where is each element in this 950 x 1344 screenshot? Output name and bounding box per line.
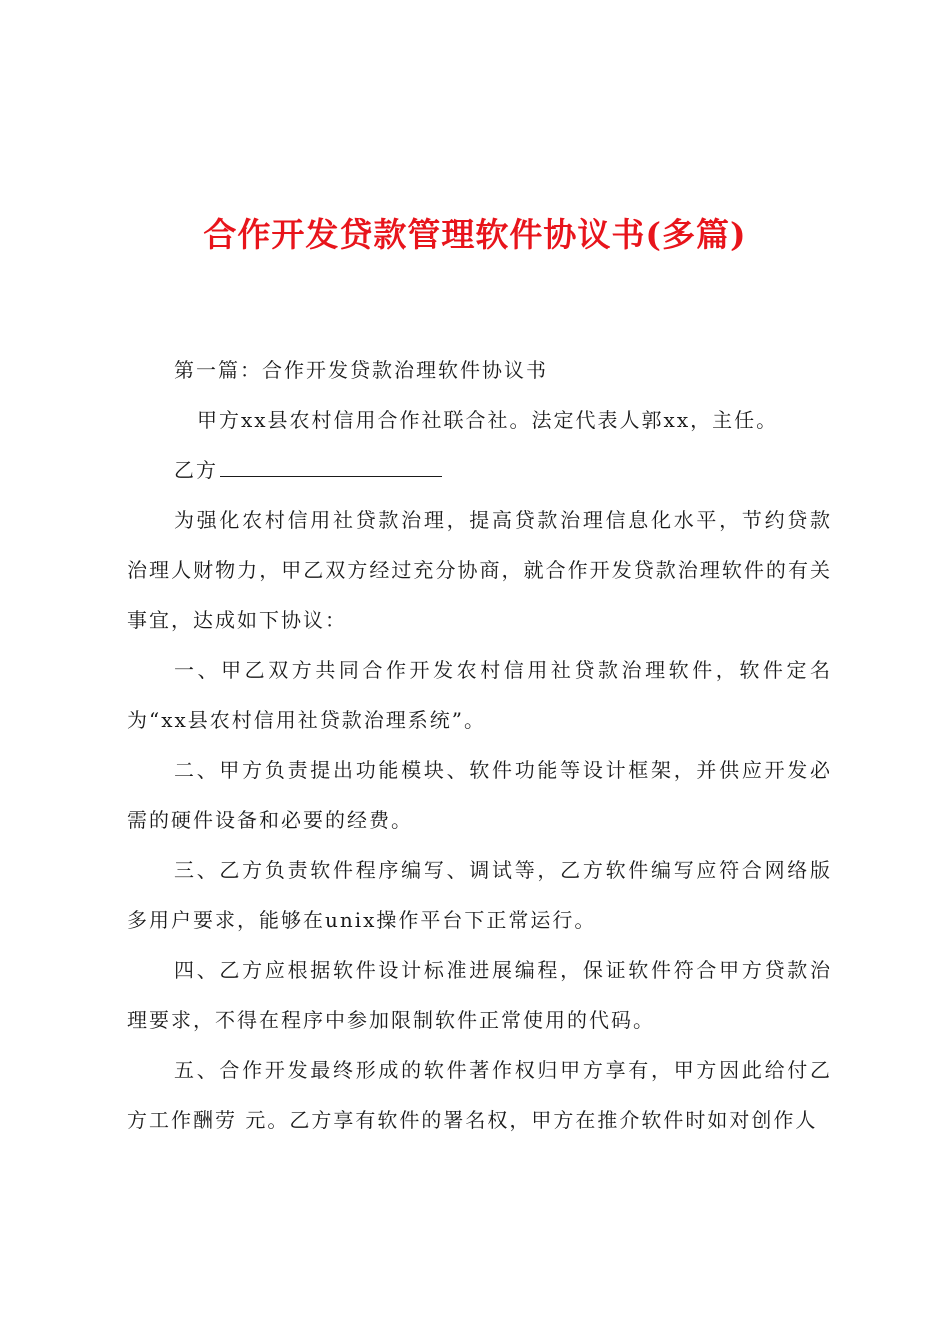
paragraph-intro: 为强化农村信用社贷款治理，提高贷款治理信息化水平，节约贷款治理人财物力，甲乙双方经过充分协商，就合作开发贷款治理软件的有关事宜，达成如下协议：	[127, 508, 832, 632]
party-a-line: 甲方xx县农村信用合作社联合社。法定代表人郭xx，主任。	[197, 408, 779, 432]
section-heading: 第一篇：合作开发贷款治理软件协议书	[174, 358, 548, 382]
party-b-label: 乙方	[174, 458, 218, 482]
party-b-line	[127, 445, 832, 495]
party-b-blank	[220, 458, 442, 477]
paragraph-clause-3: 三、乙方负责软件程序编写、调试等，乙方软件编写应符合网络版多用户要求，能够在unix操作平台下正常运行。	[127, 858, 832, 932]
paragraph-clause-2: 二、甲方负责提出功能模块、软件功能等设计框架，并供应开发必需的硬件设备和必要的经费。	[127, 758, 832, 832]
paragraph-clause-1: 一、甲乙双方共同合作开发农村信用社贷款治理软件，软件定名为“xx县农村信用社贷款治理系统”。	[127, 658, 832, 732]
paragraph-clause-5: 五、合作开发最终形成的软件著作权归甲方享有，甲方因此给付乙方工作酬劳 元。乙方享有软件的署名权，甲方在推介软件时如对创作人	[127, 1058, 832, 1132]
paragraph-clause-4: 四、乙方应根据软件设计标准进展编程，保证软件符合甲方贷款治理要求，不得在程序中参加限制软件正常使用的代码。	[127, 958, 832, 1032]
document-body	[127, 345, 832, 1145]
document-title: 合作开发贷款管理软件协议书(多篇)	[203, 215, 747, 254]
